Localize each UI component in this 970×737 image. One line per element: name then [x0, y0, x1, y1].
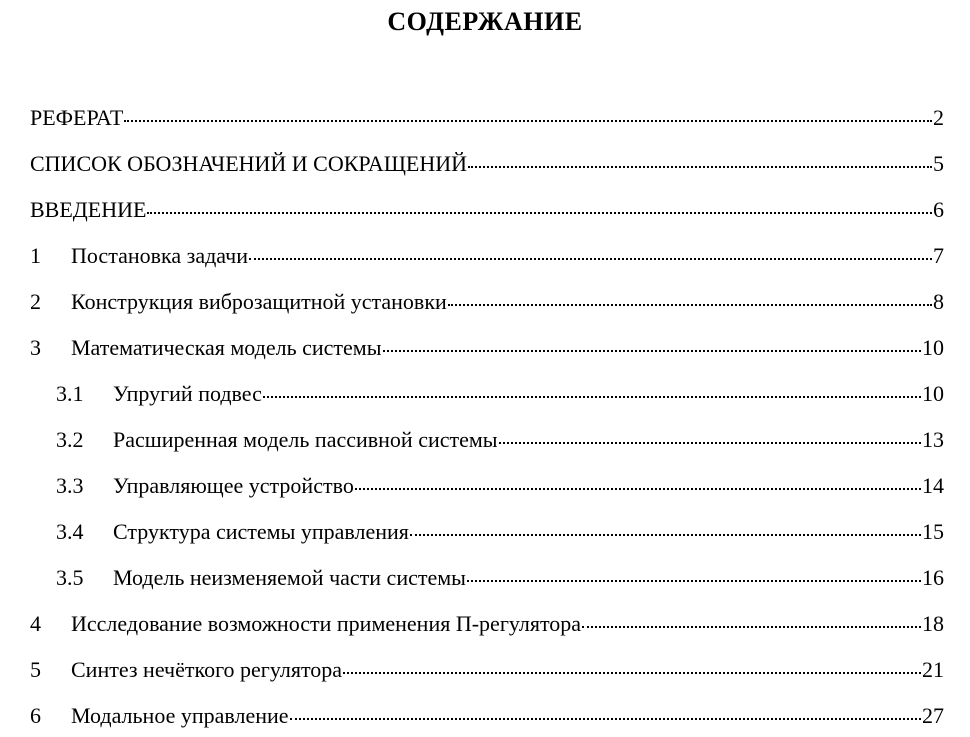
dotted-leader [343, 672, 921, 674]
toc-entry-line [113, 517, 944, 547]
toc-entry-label: Модальное управление [71, 703, 289, 728]
toc-entry [0, 563, 970, 593]
toc-entry-line [30, 149, 944, 179]
toc-entry-label: Модель неизменяемой части системы [113, 565, 466, 590]
toc-entry [0, 103, 970, 133]
toc-entry-page: 27 [922, 703, 944, 728]
dotted-leader [499, 442, 921, 444]
toc-entry [0, 195, 970, 225]
dotted-leader [467, 580, 921, 582]
toc-entry-page: 21 [922, 657, 944, 682]
toc-entry-page: 6 [933, 197, 944, 222]
toc-entry-number: 3.3 [56, 473, 84, 498]
toc-entry-label: ВВЕДЕНИЕ [30, 197, 147, 222]
toc-entry-number: 4 [30, 611, 41, 636]
toc-entry-label: Синтез нечёткого регулятора [71, 657, 343, 682]
toc-entry [0, 379, 970, 409]
toc-entry-line [71, 287, 944, 317]
toc-entry-label: Постановка задачи [71, 243, 248, 268]
dotted-leader [383, 350, 921, 352]
toc-entry [0, 241, 970, 271]
toc-entry [0, 517, 970, 547]
toc-entry-line [71, 701, 944, 731]
dotted-leader [355, 488, 921, 490]
toc-entry [0, 287, 970, 317]
toc-entry [0, 471, 970, 501]
toc-entry-label: Математическая модель системы [71, 335, 382, 360]
dotted-leader [290, 718, 921, 720]
toc-entry-line [113, 471, 944, 501]
toc-entry-label: Управляющее устройство [113, 473, 354, 498]
toc-entry-label: Упругий подвес [113, 381, 262, 406]
toc-entry-page: 15 [922, 519, 944, 544]
dotted-leader [263, 396, 921, 398]
toc-entry-line [71, 655, 944, 685]
toc-entry-line [113, 563, 944, 593]
toc-entry [0, 655, 970, 685]
dotted-leader [410, 534, 921, 536]
dotted-leader [147, 212, 932, 214]
toc-entry-page: 13 [922, 427, 944, 452]
toc-entry-page: 7 [933, 243, 944, 268]
dotted-leader [582, 626, 921, 628]
toc-entry [0, 609, 970, 639]
toc-entry-line [71, 241, 944, 271]
dotted-leader [448, 304, 932, 306]
toc-entry-page: 2 [933, 105, 944, 130]
document-title: СОДЕРЖАНИЕ [387, 7, 583, 36]
toc-entry-page: 10 [922, 381, 944, 406]
toc-entry-page: 5 [933, 151, 944, 176]
toc-entry-number: 2 [30, 289, 41, 314]
dotted-leader [468, 166, 932, 168]
toc-entry-number: 5 [30, 657, 41, 682]
toc-entry-line [71, 609, 944, 639]
toc-entry-page: 14 [922, 473, 944, 498]
toc-entry-page: 18 [922, 611, 944, 636]
toc-entry-line [30, 103, 944, 133]
toc-entry-label: Исследование возможности применения П-регулятора [71, 611, 582, 636]
dotted-leader [124, 120, 932, 122]
toc-entry-label: Структура системы управления [113, 519, 409, 544]
toc-entry-page: 8 [933, 289, 944, 314]
toc-entry-number: 1 [30, 243, 41, 268]
toc-entry-number: 6 [30, 703, 41, 728]
toc-entry [0, 149, 970, 179]
toc-entry-number: 3.4 [56, 519, 84, 544]
toc-entry-page: 16 [922, 565, 944, 590]
toc-entry-number: 3.1 [56, 381, 84, 406]
toc-entry-label: Расширенная модель пассивной системы [113, 427, 498, 452]
toc-entry [0, 701, 970, 731]
toc-entry-line [30, 195, 944, 225]
toc-entry-line [71, 333, 944, 363]
toc-entry-label: РЕФЕРАТ [30, 105, 124, 130]
toc-entry-line [113, 379, 944, 409]
toc-entry [0, 425, 970, 455]
toc-entry-line [113, 425, 944, 455]
toc-entry-label: Конструкция виброзащитной установки [71, 289, 447, 314]
toc-entry-page: 10 [922, 335, 944, 360]
toc-entry-number: 3.5 [56, 565, 84, 590]
toc-entry-label: СПИСОК ОБОЗНАЧЕНИЙ И СОКРАЩЕНИЙ [30, 151, 468, 176]
toc-entry-number: 3 [30, 335, 41, 360]
dotted-leader [249, 258, 932, 260]
toc-entry-number: 3.2 [56, 427, 84, 452]
toc-entry [0, 333, 970, 363]
